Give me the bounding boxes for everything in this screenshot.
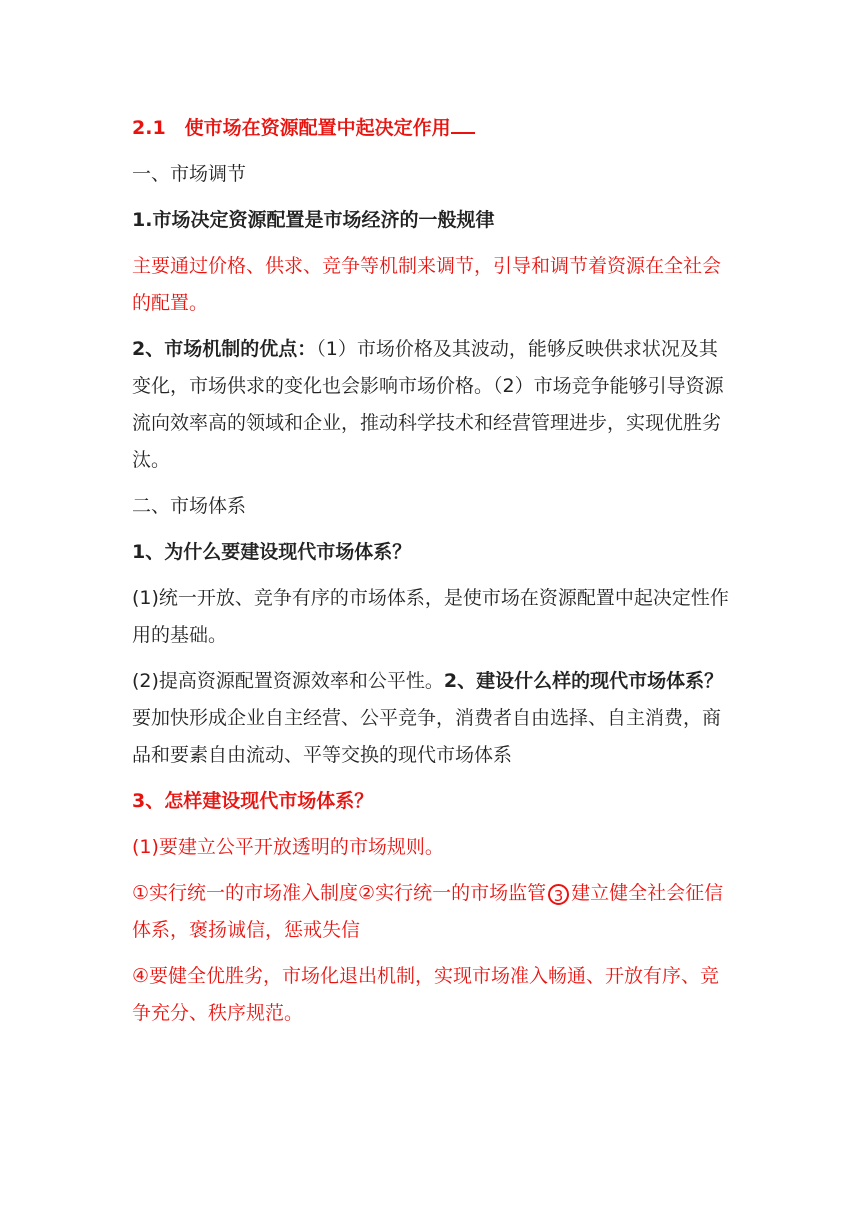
question3-sub4: ④要健全优胜劣，市场化退出机制，实现市场准入畅通、开放有序、竞争充分、秩序规范。 [132,965,720,1024]
point1-heading: 1.市场决定资源配置是市场经济的一般规律 [132,209,495,231]
question1-item2-paragraph [132,663,732,774]
title-underline [451,110,475,134]
question3-heading: 3、怎样建设现代市场体系？ [132,790,374,812]
document-body [132,110,732,1041]
question1-item2: (2)提高资源配置资源效率和公平性。 [132,670,444,692]
question1-item1: (1)统一开放、竞争有序的市场体系，是使市场在资源配置中起决定性作用的基础。 [132,587,729,646]
question2-heading: 2、建设什么样的现代市场体系？ [443,670,724,692]
title-text: 2.1 使市场在资源配置中起决定作用 [132,117,451,139]
point2-heading: 2、市场机制的优点： [132,338,317,360]
question3-sub-items [132,875,732,949]
question3-item1: (1)要建立公平开放透明的市场规则。 [132,836,444,858]
document-title [132,110,732,147]
question2-body: 要加快形成企业自主经营、公平竞争，消费者自由选择、自主消费，商品和要素自由流动、平等交换的现代市场体系 [132,707,722,766]
circled-number-3: 3 [548,884,569,905]
question1-heading: 1、为什么要建设现代市场体系？ [132,541,412,563]
point2-paragraph [132,331,732,479]
point1-body: 主要通过价格、供求、竞争等机制来调节，引导和调节着资源在全社会的配置。 [132,255,722,314]
point2-body: （1）市场价格及其波动，能够反映供求状况及其变化，市场供求的变化也会影响市场价格。（2）市场竞争能够引导资源流向效率高的领域和企业，推动科学技术和经营管理进步，实现优胜劣汰。 [132,338,724,471]
section-heading-market-regulation: 一、市场调节 [132,163,247,185]
question3-sub3: 建立健全社会征信体系，褒扬诚信，惩戒失信 [132,882,724,941]
question3-sub1-2: ①实行统一的市场准入制度②实行统一的市场监管 [132,882,547,904]
section-heading-market-system: 二、市场体系 [132,495,247,517]
